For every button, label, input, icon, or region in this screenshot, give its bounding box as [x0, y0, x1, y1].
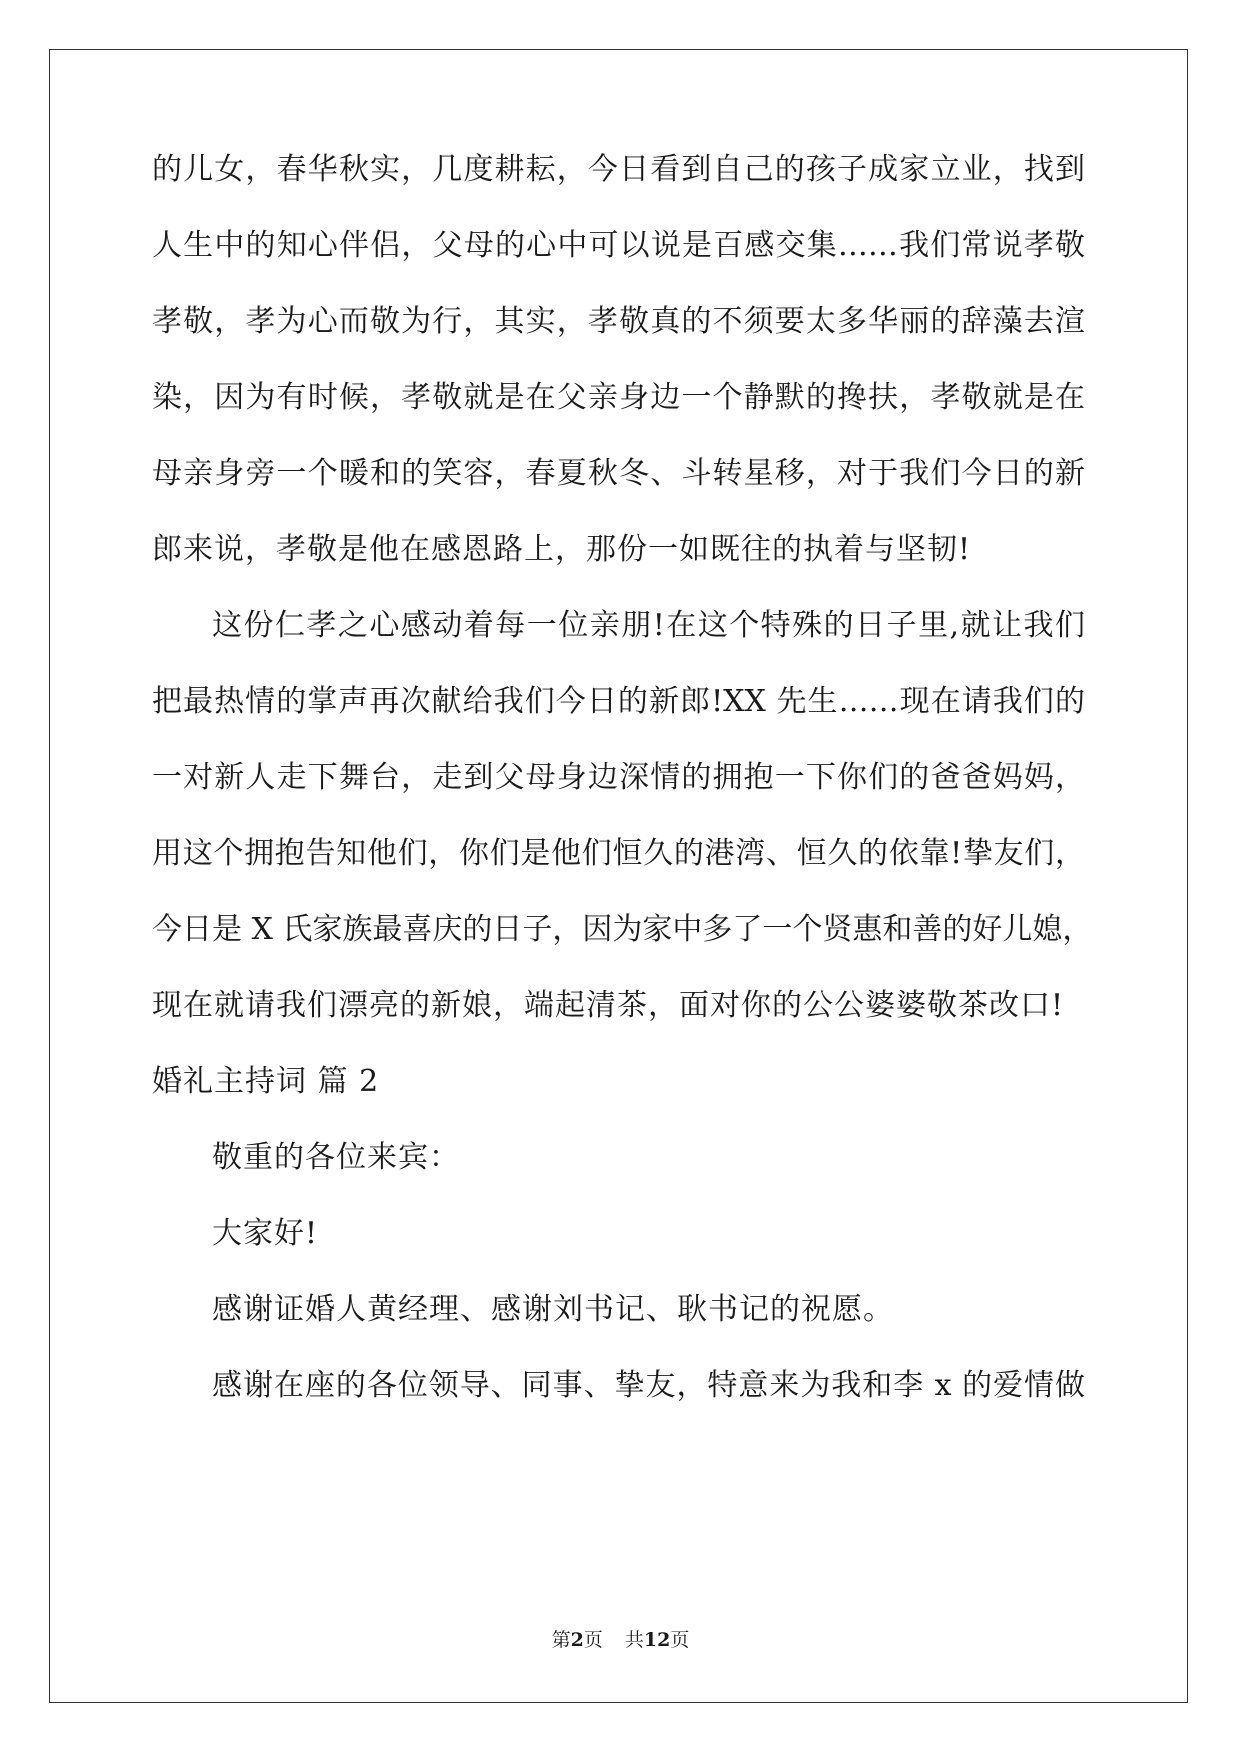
- salutation: 敬重的各位来宾：: [212, 1140, 460, 1175]
- body-line: 今日是 X 氏家族最喜庆的日子，因为家中多了一个贤惠和善的好儿媳，: [152, 912, 1093, 947]
- body-line: 郎来说，孝敬是他在感恩路上，那份一如既往的执着与坚韧!: [152, 532, 972, 567]
- greeting: 大家好!: [212, 1216, 319, 1251]
- body-line: 的儿女，春华秋实，几度耕耘，今日看到自己的孩子成家立业，找到: [152, 152, 1085, 187]
- total-suffix: 页: [670, 1629, 690, 1651]
- section-heading: 婚礼主持词 篇 2: [152, 1064, 380, 1099]
- page-total: 12: [643, 1629, 671, 1651]
- page-footer: [0, 1628, 1241, 1652]
- page-prefix: 第: [551, 1629, 571, 1651]
- page-current: 2: [570, 1629, 584, 1651]
- paragraph-first-line: 这份仁孝之心感动着每一位亲朋!在这个特殊的日子里,就让我们: [212, 608, 1085, 643]
- page-border: [49, 49, 1188, 1703]
- body-line: 用这个拥抱告知他们，你们是他们恒久的港湾、恒久的依靠!挚友们，: [152, 836, 1085, 871]
- body-line: 把最热情的掌声再次献给我们今日的新郎!XX 先生……现在请我们的: [152, 684, 1085, 719]
- body-line: 母亲身旁一个暖和的笑容，春夏秋冬、斗转星移，对于我们今日的新: [152, 456, 1085, 491]
- total-prefix: 共: [624, 1629, 644, 1651]
- body-line: 一对新人走下舞台，走到父母身边深情的拥抱一下你们的爸爸妈妈，: [152, 760, 1085, 795]
- body-line: 染，因为有时候，孝敬就是在父亲身边一个静默的搀扶，孝敬就是在: [152, 380, 1085, 415]
- body-line: 孝敬，孝为心而敬为行，其实，孝敬真的不须要太多华丽的辞藻去渲: [152, 304, 1085, 339]
- paragraph-first-line: 感谢证婚人黄经理、感谢刘书记、耿书记的祝愿。: [212, 1292, 894, 1327]
- paragraph-first-line: 感谢在座的各位领导、同事、挚友，特意来为我和李 x 的爱情做: [212, 1368, 1085, 1403]
- body-line: 人生中的知心伴侣，父母的心中可以说是百感交集……我们常说孝敬: [152, 228, 1085, 263]
- page-suffix: 页: [583, 1629, 603, 1651]
- body-line: 现在就请我们漂亮的新娘，端起清茶，面对你的公公婆婆敬茶改口!: [152, 988, 1065, 1023]
